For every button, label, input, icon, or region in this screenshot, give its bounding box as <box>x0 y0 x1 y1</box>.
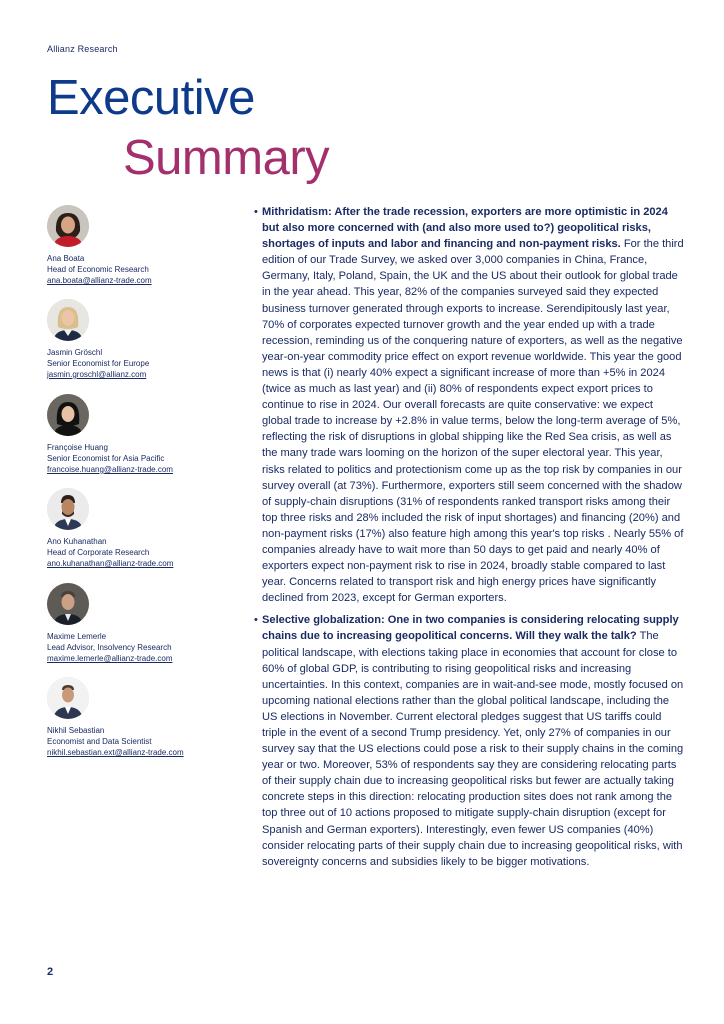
author-email-link[interactable]: francoise.huang@allianz-trade.com <box>47 465 173 474</box>
author-role: Senior Economist for Europe <box>47 359 150 368</box>
bullet-dot-icon: • <box>254 614 258 627</box>
summary-bullet <box>254 204 684 606</box>
author-email-link[interactable]: maxime.lemerle@allianz-trade.com <box>47 654 173 663</box>
author-role: Economist and Data Scientist <box>47 737 152 746</box>
author-photo <box>47 394 89 436</box>
author-role: Head of Economic Research <box>47 265 149 274</box>
author-card <box>47 488 237 569</box>
author-name: Ana Boata <box>47 254 85 263</box>
author-card <box>47 677 237 758</box>
author-photo <box>47 677 89 719</box>
summary-content <box>254 204 684 870</box>
author-card <box>47 205 237 286</box>
author-photo <box>47 488 89 530</box>
author-role: Head of Corporate Research <box>47 548 150 557</box>
author-photo <box>47 583 89 625</box>
author-email-link[interactable]: nikhil.sebastian.ext@allianz-trade.com <box>47 748 184 757</box>
bullet-body: For the third edition of our Trade Survey, we asked over 3,000 companies in China, France, Germany, Italy, Poland, Spain, the UK and the US about their outlook for global trade in the year ahead. This year, 82% of the companies surveyed said they expected business turnover generated through exports to increase. Serendipitously last year, 70% of corporates expected turnover growth and the year ended up with a trade recession, reminding us of the conquering nature of exporters, as well as the negative year-on-year commodity price effect on export revenue worldwide. This year the good news is that (i) nearly 40% expect a significant increase of more than +5% in 2024 (twice as much as last year) and (ii) 80% of respondents expect export prices to continue to rise in 2024. Our overall forecasts are quite conservative: we expect global trade to increase by +2.8% in value terms, below the long-term average of 5%, reflecting the risk of disruptions in global shipping like the Red Sea crisis, as well as the many trade wars looming on the horizon of the super electoral year. This year, risks related to politics and protectionism come up as the top risk by companies in our survey overall (at 73%). Furthermore, exporters still seem concerned with the shadow of supply-chain disruptions (31% of respondents ranked transport risks among their top three risks and 28% included the risk of input shortages) and financing (20%) and non-payment risks (17%) also feature high among this year's top risks . Nearly 55% of companies already have to wait more than 50 days to get paid and nearly 40% of exporters expect non-payment risk to rise in 2024, broadly stable compared to last year. Concerns related to transport risk and high energy prices have significantly declined from 2023, except for German exporters. <box>262 238 684 605</box>
bullet-heading: Mithridatism: After the trade recession, exporters are more optimistic in 2024 but also more concerned with (and also more used to?) geopolitical risks, shortages of inputs and labor and financing and non-payment risks. <box>262 206 668 251</box>
page-number: 2 <box>47 966 54 978</box>
page-title-line2: Summary <box>123 131 330 185</box>
author-photo <box>47 299 89 341</box>
author-role: Lead Advisor, Insolvency Research <box>47 643 172 652</box>
author-name: Nikhil Sebastian <box>47 726 105 735</box>
author-email-link[interactable]: ano.kuhanathan@allianz-trade.com <box>47 559 174 568</box>
author-card <box>47 299 237 380</box>
author-card <box>47 394 237 475</box>
page-title-line1: Executive <box>47 71 255 125</box>
bullet-body: The political landscape, with elections taking place in economies that account for close to 60% of global GDP, is contributing to rising geopolitical risks and increasing uncertainties. In this context, companies are in wait-and-see mode, mostly focused on upcoming national elections rather than the global political landscape, including the US elections in November. Current electoral pledges suggest that US tariffs could triple in the event of a second Trump presidency. Yet, only 27% of companies in our survey say that the US elections could pose a risk to their supply chains in the coming year or two. Moreover, 53% of respondents say they are considering relocating parts of their supply chain due to increasing geopolitical risks but fewer are actually taking concrete steps in this direction: relocating production sites does not rank among the top three out of 10 actions proposed to mitigate supply-chain disruption (except for Spanish and German exporters). Interestingly, even fewer US companies (40%) consider relocating parts of their supply chain due to increasing geopolitical risks, with sovereignty concerns and subsidies likely to be bigger motivations. <box>262 630 684 868</box>
bullet-heading: Selective globalization: One in two companies is considering relocating supply chains due to increasing geopolitical concerns. Will they walk the talk? <box>262 614 679 643</box>
author-name: Françoise Huang <box>47 443 108 452</box>
author-name: Maxime Lemerle <box>47 632 107 641</box>
author-name: Ano Kuhanathan <box>47 537 107 546</box>
author-photo <box>47 205 89 247</box>
summary-bullet <box>254 612 684 870</box>
author-card <box>47 583 237 664</box>
report-brand: Allianz Research <box>47 44 118 54</box>
author-name: Jasmin Gröschl <box>47 348 103 357</box>
author-email-link[interactable]: jasmin.groschl@allianz.com <box>47 370 147 379</box>
author-role: Senior Economist for Asia Pacific <box>47 454 165 463</box>
author-email-link[interactable]: ana.boata@allianz-trade.com <box>47 276 152 285</box>
bullet-dot-icon: • <box>254 206 258 218</box>
